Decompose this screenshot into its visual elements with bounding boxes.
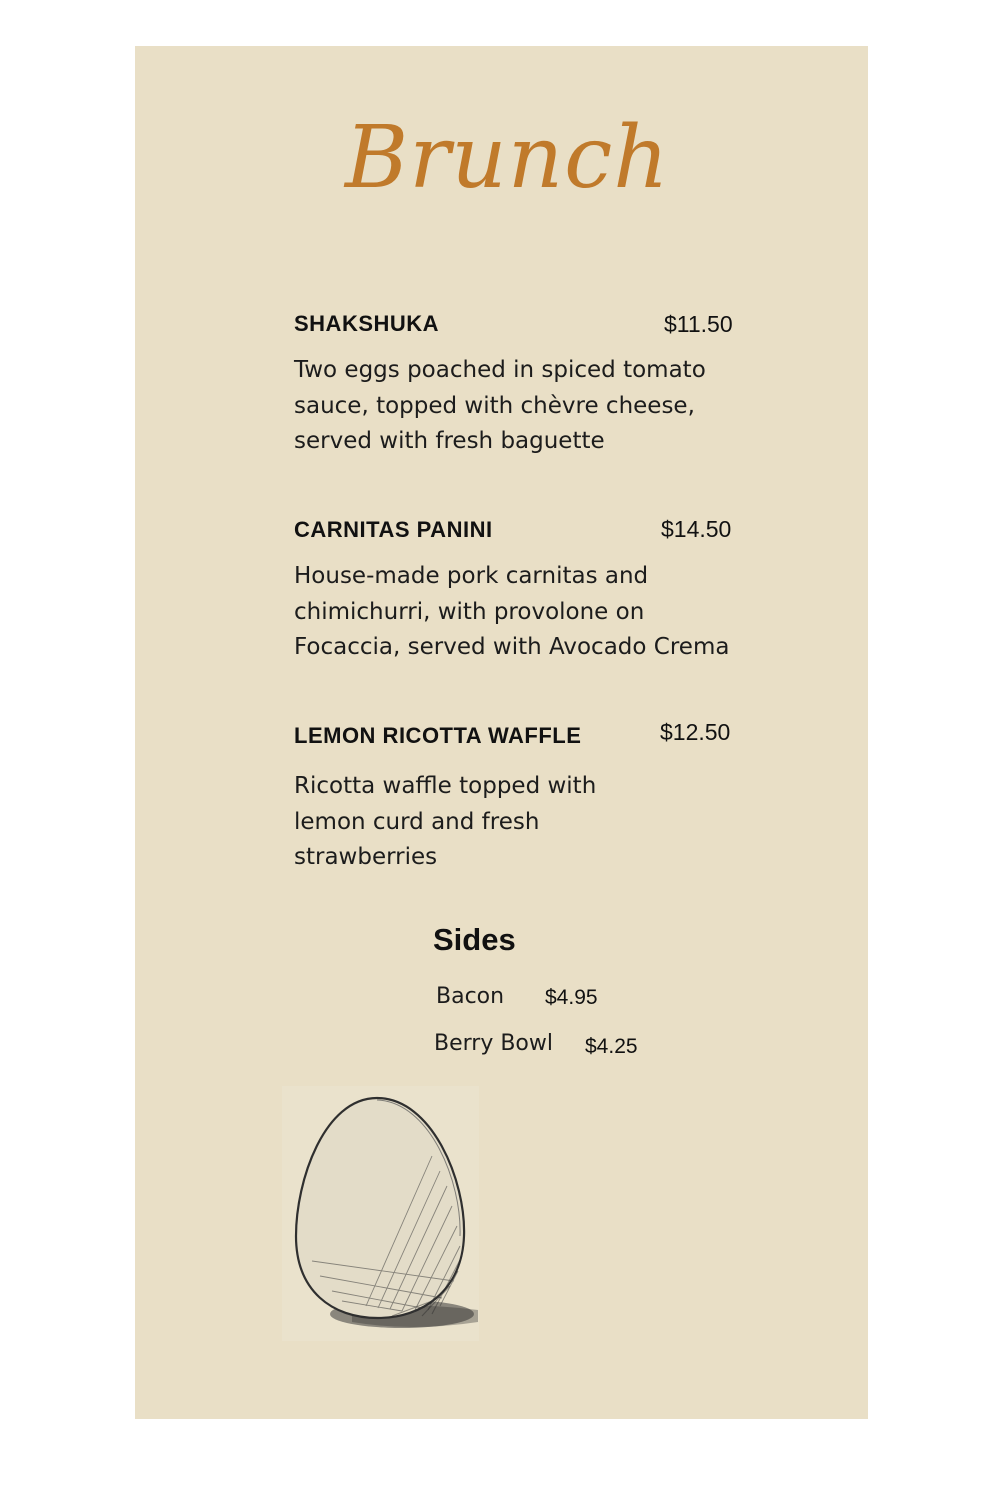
sides-heading: Sides — [433, 922, 516, 957]
side-item-price: $4.25 — [585, 1035, 638, 1058]
menu-item-description: House-made pork carnitas and chimichurri, with provolone on Focaccia, served with Avocado Crema — [294, 563, 730, 660]
menu-item-price: $12.50 — [660, 719, 731, 745]
side-item-price: $4.95 — [545, 986, 598, 1009]
menu-item-price: $11.50 — [664, 311, 733, 337]
side-item-name: Bacon — [436, 984, 505, 1009]
menu-card — [135, 46, 868, 1419]
menu-item-name: CARNITAS PANINI — [294, 517, 493, 542]
menu-title: Brunch — [345, 108, 670, 208]
menu-item-price: $14.50 — [661, 516, 732, 542]
egg-sketch-illustration — [282, 1086, 479, 1341]
menu-item-name: LEMON RICOTTA WAFFLE — [294, 723, 582, 748]
menu-item-description: Ricotta waffle topped with lemon curd and fresh strawberries — [294, 773, 597, 870]
side-item-name: Berry Bowl — [434, 1031, 554, 1056]
menu-item-name: SHAKSHUKA — [294, 311, 440, 336]
menu-item-description: Two eggs poached in spiced tomato sauce, topped with chèvre cheese, served with fresh baguette — [294, 357, 706, 454]
